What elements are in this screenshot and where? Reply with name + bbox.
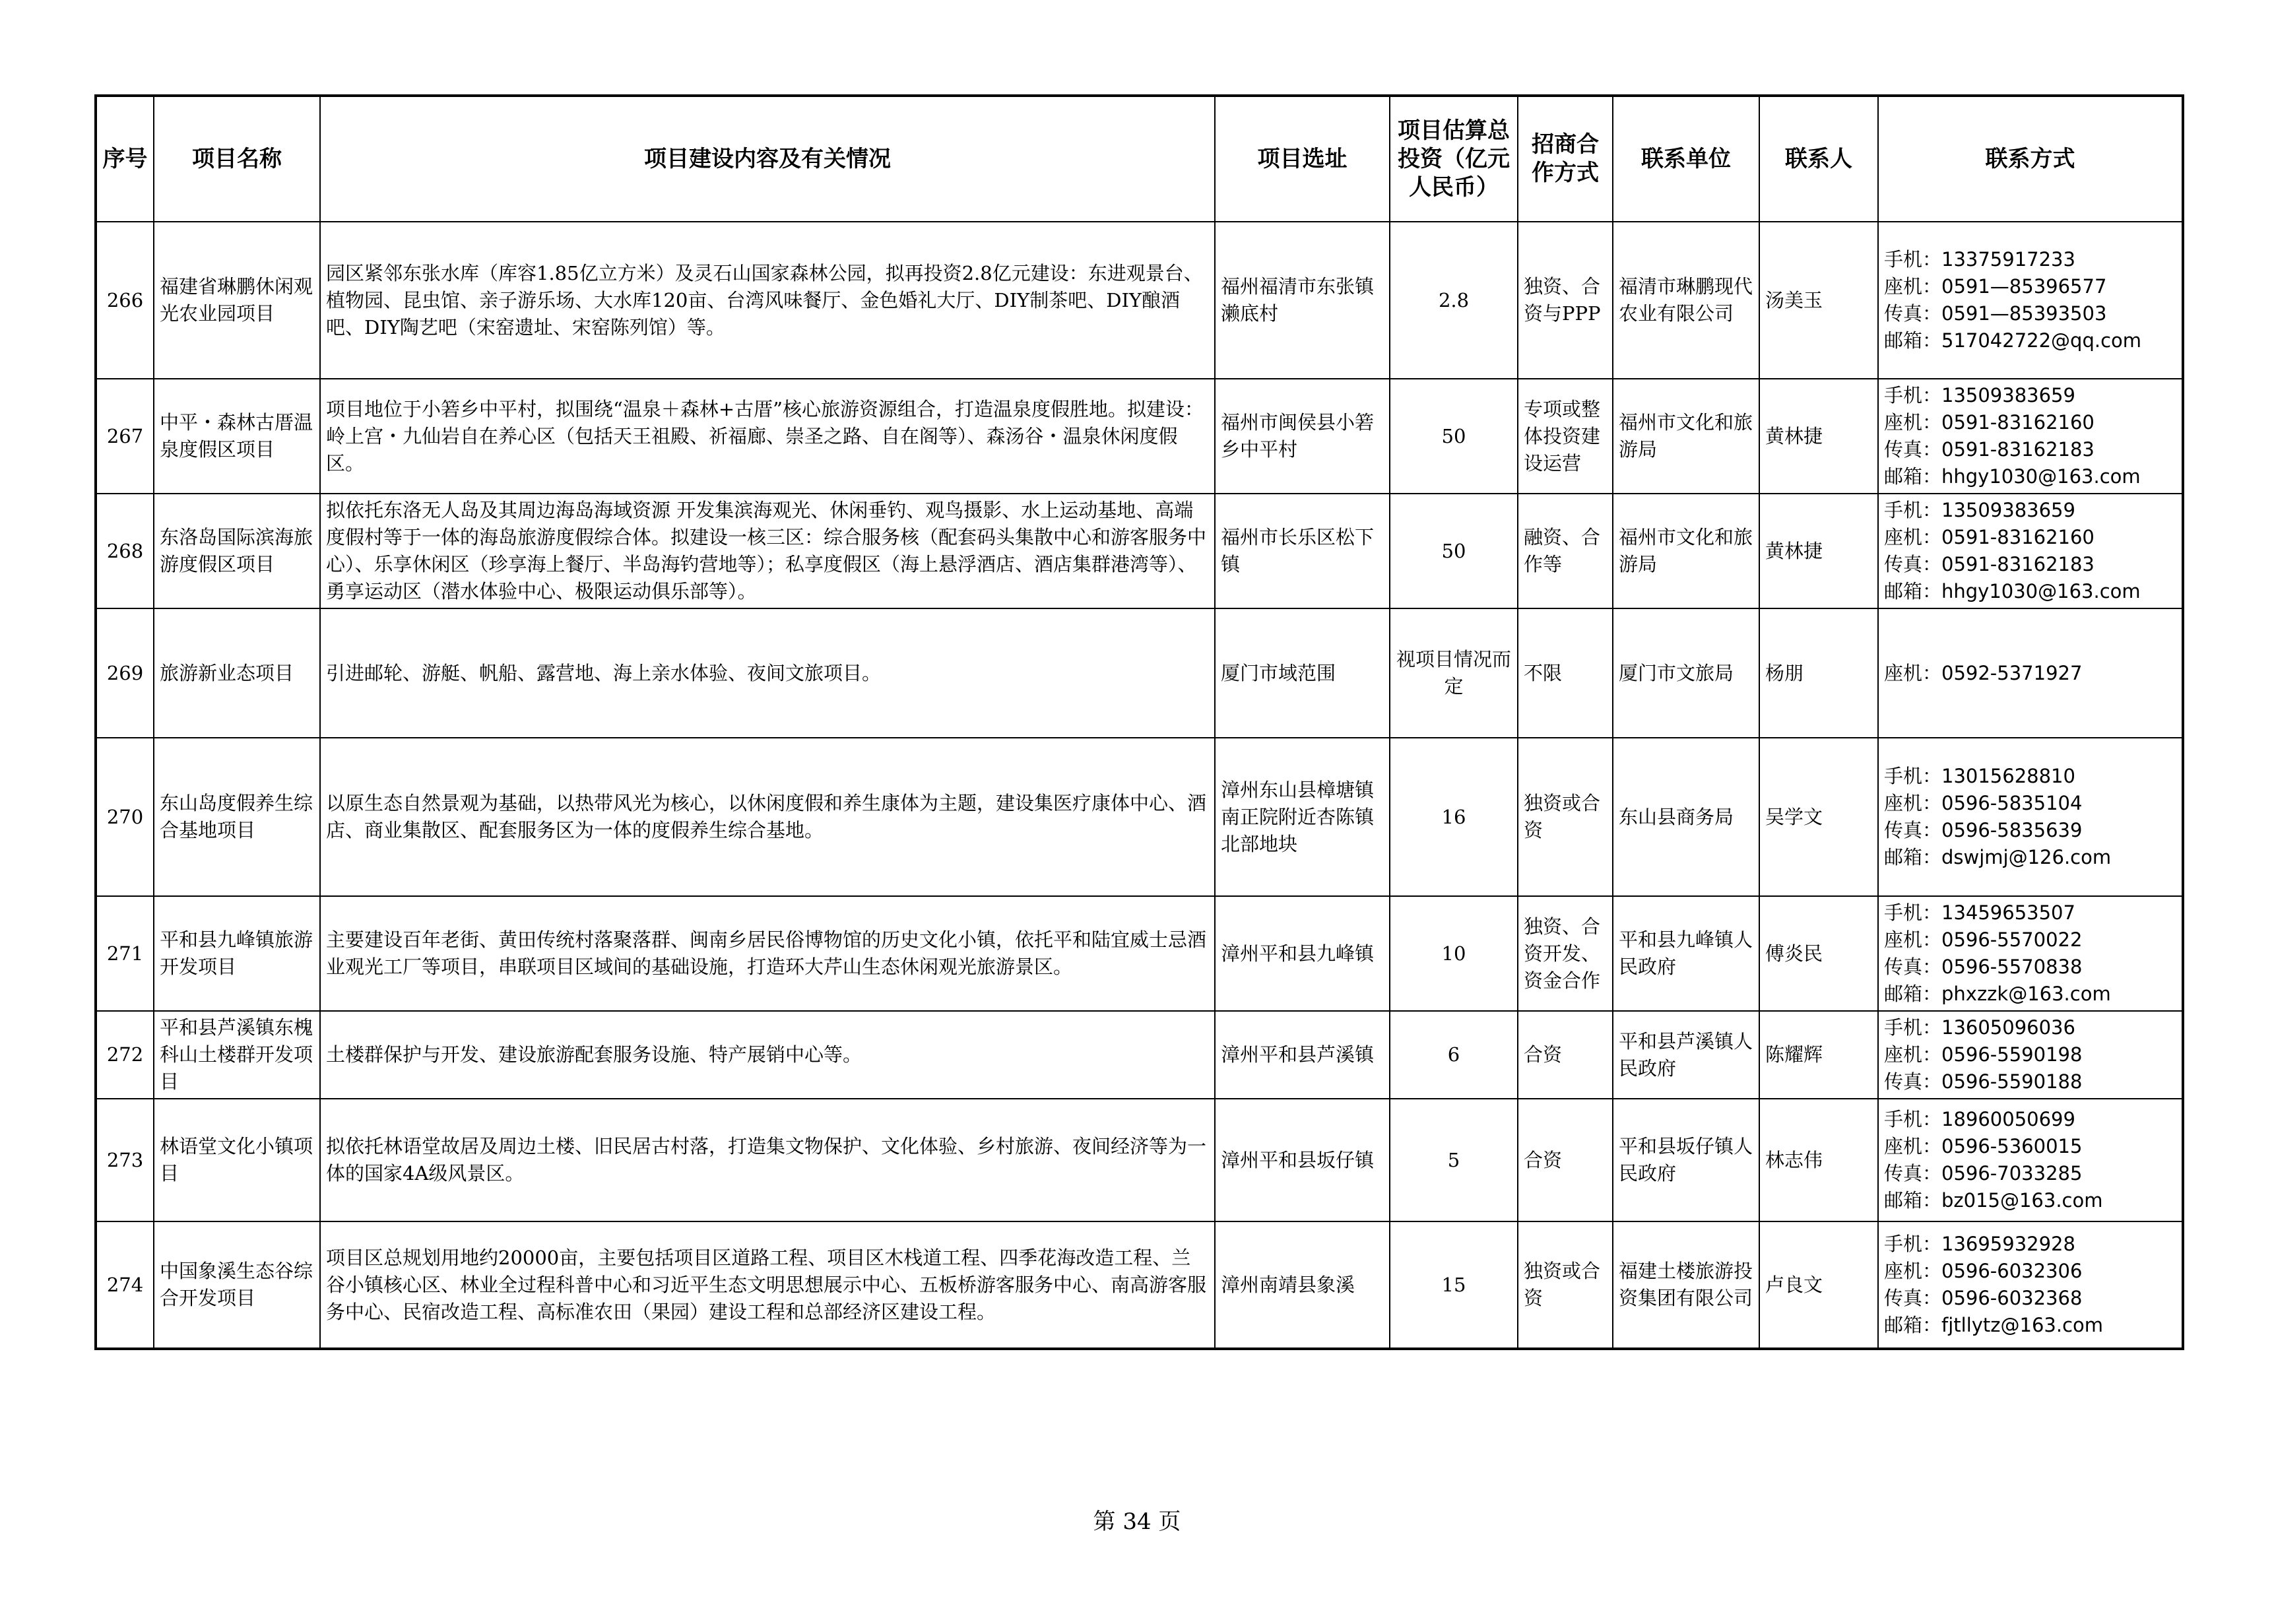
cell-content: 以原生态自然景观为基础，以热带风光为核心，以休闲度假和养生康体为主题，建设集医疗康体中心、酒店、商业集散区、配套服务区为一体的度假养生综合基地。 <box>320 738 1215 896</box>
table-row <box>96 1221 2183 1349</box>
cell-mode: 独资或合资 <box>1518 738 1613 896</box>
cell-person: 卢良文 <box>1759 1221 1878 1349</box>
contact-line: 座机：0591-83162160 <box>1884 526 2095 548</box>
header-name: 项目名称 <box>154 96 320 222</box>
table-row <box>96 222 2183 379</box>
header-content: 项目建设内容及有关情况 <box>320 96 1215 222</box>
contact-line: 传真：0596-6032368 <box>1884 1287 2083 1309</box>
header-contact: 联系方式 <box>1878 96 2183 222</box>
cell-content: 园区紧邻东张水库（库容1.85亿立方米）及灵石山国家森林公园，拟再投资2.8亿元建设：东进观景台、植物园、昆虫馆、亲子游乐场、大水库120亩、台湾风味餐厅、金色婚礼大厅、DIY制茶吧、DIY酿酒吧、DIY陶艺吧（宋窑遗址、宋窑陈列馆）等。 <box>320 222 1215 379</box>
contact-line: 手机：13695932928 <box>1884 1233 2075 1255</box>
cell-seq: 270 <box>96 738 154 896</box>
contact-line: 手机：13509383659 <box>1884 499 2075 521</box>
cell-mode: 合资 <box>1518 1099 1613 1221</box>
contact-line: 邮箱：fjtllytz@163.com <box>1884 1314 2104 1336</box>
header-investment: 项目估算总投资（亿元人民币） <box>1390 96 1518 222</box>
cell-seq: 269 <box>96 608 154 738</box>
cell-name: 东洛岛国际滨海旅游度假区项目 <box>154 494 320 608</box>
contact-line: 传真：0596-5590188 <box>1884 1070 2083 1093</box>
cell-content: 拟依托林语堂故居及周边土楼、旧民居古村落，打造集文物保护、文化体验、乡村旅游、夜间经济等为一体的国家4A级风景区。 <box>320 1099 1215 1221</box>
cell-investment: 2.8 <box>1390 222 1518 379</box>
header-seq: 序号 <box>96 96 154 222</box>
cell-investment: 16 <box>1390 738 1518 896</box>
cell-name: 林语堂文化小镇项目 <box>154 1099 320 1221</box>
cell-content: 引进邮轮、游艇、帆船、露营地、海上亲水体验、夜间文旅项目。 <box>320 608 1215 738</box>
contact-line: 座机：0591—85396577 <box>1884 275 2107 298</box>
contact-line: 传真：0591-83162183 <box>1884 438 2095 461</box>
cell-mode: 独资、合资开发、资金合作 <box>1518 896 1613 1011</box>
cell-content: 项目区总规划用地约20000亩，主要包括项目区道路工程、项目区木栈道工程、四季花海改造工程、兰谷小镇核心区、林业全过程科普中心和习近平生态文明思想展示中心、五板桥游客服务中心、南高游客服务中心、民宿改造工程、高标准农田（果园）建设工程和总部经济区建设工程。 <box>320 1221 1215 1349</box>
cell-contact <box>1878 1099 2183 1221</box>
header-person: 联系人 <box>1759 96 1878 222</box>
contact-line: 邮箱：hhgy1030@163.com <box>1884 465 2141 488</box>
cell-mode: 独资、合资与PPP <box>1518 222 1613 379</box>
cell-investment: 10 <box>1390 896 1518 1011</box>
cell-unit: 平和县坂仔镇人民政府 <box>1613 1099 1759 1221</box>
contact-line: 邮箱：hhgy1030@163.com <box>1884 580 2141 602</box>
contact-line: 传真：0591-83162183 <box>1884 553 2095 575</box>
page-number: 第 34 页 <box>1093 1509 1181 1535</box>
table-row <box>96 379 2183 494</box>
contact-line: 手机：13375917233 <box>1884 248 2075 271</box>
cell-mode: 独资或合资 <box>1518 1221 1613 1349</box>
cell-seq: 268 <box>96 494 154 608</box>
cell-content: 主要建设百年老街、黄田传统村落聚落群、闽南乡居民俗博物馆的历史文化小镇，依托平和陆宜威士忌酒业观光工厂等项目，串联项目区域间的基础设施，打造环大芹山生态休闲观光旅游景区。 <box>320 896 1215 1011</box>
header-unit: 联系单位 <box>1613 96 1759 222</box>
contact-line: 传真：0591—85393503 <box>1884 302 2107 325</box>
contact-line: 座机：0592-5371927 <box>1884 661 2083 684</box>
cell-contact <box>1878 222 2183 379</box>
contact-line: 手机：13459653507 <box>1884 901 2075 924</box>
cell-person: 汤美玉 <box>1759 222 1878 379</box>
cell-location: 漳州东山县樟塘镇南正院附近杏陈镇北部地块 <box>1215 738 1390 896</box>
cell-name: 福建省琳鹏休闲观光农业园项目 <box>154 222 320 379</box>
contact-line: 传真：0596-5570838 <box>1884 956 2083 978</box>
cell-contact <box>1878 896 2183 1011</box>
table-row <box>96 738 2183 896</box>
contact-line: 传真：0596-5835639 <box>1884 819 2083 841</box>
cell-location: 漳州平和县芦溪镇 <box>1215 1011 1390 1099</box>
cell-investment: 50 <box>1390 379 1518 494</box>
cell-mode: 合资 <box>1518 1011 1613 1099</box>
contact-line: 座机：0596-5570022 <box>1884 928 2083 951</box>
cell-content: 拟依托东洛无人岛及其周边海岛海域资源 开发集滨海观光、休闲垂钓、观鸟摄影、水上运动基地、高端度假村等于一体的海岛旅游度假综合体。拟建设一核三区：综合服务核（配套码头集散中心和游客服务中心）、乐享休闲区（珍享海上餐厅、半岛海钓营地等）；私享度假区（海上悬浮酒店、酒店集群港湾等）、勇享运动区（潜水体验中心、极限运动俱乐部等）。 <box>320 494 1215 608</box>
contact-line: 座机：0596-5835104 <box>1884 792 2083 814</box>
cell-location: 福州福清市东张镇濑底村 <box>1215 222 1390 379</box>
cell-person: 傅炎民 <box>1759 896 1878 1011</box>
cell-unit: 福建土楼旅游投资集团有限公司 <box>1613 1221 1759 1349</box>
cell-seq: 267 <box>96 379 154 494</box>
contact-line: 手机：13015628810 <box>1884 765 2075 787</box>
cell-person: 黄林捷 <box>1759 494 1878 608</box>
cell-content: 项目地位于小箬乡中平村，拟围绕“温泉＋森林+古厝”核心旅游资源组合，打造温泉度假胜地。拟建设：岭上宫・九仙岩自在养心区（包括天王祖殿、祈福廊、崇圣之路、自在阁等）、森汤谷・温泉休闲度假区。 <box>320 379 1215 494</box>
contact-line: 邮箱：517042722@qq.com <box>1884 329 2142 352</box>
cell-contact <box>1878 738 2183 896</box>
contact-line: 座机：0596-5590198 <box>1884 1043 2083 1066</box>
header-location: 项目选址 <box>1215 96 1390 222</box>
table-row <box>96 1011 2183 1099</box>
cell-location: 漳州南靖县象溪 <box>1215 1221 1390 1349</box>
table-row <box>96 608 2183 738</box>
contact-line: 邮箱：dswjmj@126.com <box>1884 846 2112 868</box>
cell-unit: 厦门市文旅局 <box>1613 608 1759 738</box>
contact-line: 座机：0591-83162160 <box>1884 411 2095 434</box>
cell-person: 陈耀辉 <box>1759 1011 1878 1099</box>
table-row <box>96 494 2183 608</box>
cell-contact <box>1878 1221 2183 1349</box>
table-body <box>96 222 2183 1349</box>
cell-seq: 274 <box>96 1221 154 1349</box>
cell-investment: 5 <box>1390 1099 1518 1221</box>
cell-name: 中国象溪生态谷综合开发项目 <box>154 1221 320 1349</box>
cell-person: 林志伟 <box>1759 1099 1878 1221</box>
cell-seq: 273 <box>96 1099 154 1221</box>
cell-unit: 平和县芦溪镇人民政府 <box>1613 1011 1759 1099</box>
contact-line: 邮箱：phxzzk@163.com <box>1884 983 2111 1005</box>
cell-contact <box>1878 1011 2183 1099</box>
cell-investment: 15 <box>1390 1221 1518 1349</box>
cell-content: 土楼群保护与开发、建设旅游配套服务设施、特产展销中心等。 <box>320 1011 1215 1099</box>
contact-line: 传真：0596-7033285 <box>1884 1162 2083 1185</box>
contact-line: 手机：13605096036 <box>1884 1016 2075 1039</box>
cell-investment: 视项目情况而定 <box>1390 608 1518 738</box>
header-mode: 招商合作方式 <box>1518 96 1613 222</box>
cell-location: 福州市闽侯县小箬乡中平村 <box>1215 379 1390 494</box>
table-row <box>96 896 2183 1011</box>
cell-investment: 50 <box>1390 494 1518 608</box>
cell-mode: 不限 <box>1518 608 1613 738</box>
contact-line: 手机：18960050699 <box>1884 1108 2075 1130</box>
cell-contact <box>1878 608 2183 738</box>
cell-unit: 东山县商务局 <box>1613 738 1759 896</box>
cell-name: 旅游新业态项目 <box>154 608 320 738</box>
cell-location: 漳州平和县九峰镇 <box>1215 896 1390 1011</box>
cell-location: 福州市长乐区松下镇 <box>1215 494 1390 608</box>
cell-seq: 271 <box>96 896 154 1011</box>
cell-unit: 福州市文化和旅游局 <box>1613 494 1759 608</box>
header-row <box>96 96 2183 222</box>
contact-line: 座机：0596-6032306 <box>1884 1260 2083 1282</box>
table-row <box>96 1099 2183 1221</box>
cell-name: 东山岛度假养生综合基地项目 <box>154 738 320 896</box>
cell-name: 平和县芦溪镇东槐科山土楼群开发项目 <box>154 1011 320 1099</box>
cell-location: 漳州平和县坂仔镇 <box>1215 1099 1390 1221</box>
contact-line: 座机：0596-5360015 <box>1884 1135 2083 1157</box>
cell-investment: 6 <box>1390 1011 1518 1099</box>
cell-person: 杨朋 <box>1759 608 1878 738</box>
contact-line: 手机：13509383659 <box>1884 384 2075 406</box>
cell-mode: 专项或整体投资建设运营 <box>1518 379 1613 494</box>
project-table <box>94 94 2184 1350</box>
cell-name: 平和县九峰镇旅游开发项目 <box>154 896 320 1011</box>
cell-person: 吴学文 <box>1759 738 1878 896</box>
cell-person: 黄林捷 <box>1759 379 1878 494</box>
cell-unit: 平和县九峰镇人民政府 <box>1613 896 1759 1011</box>
cell-unit: 福州市文化和旅游局 <box>1613 379 1759 494</box>
cell-seq: 266 <box>96 222 154 379</box>
cell-location: 厦门市域范围 <box>1215 608 1390 738</box>
contact-line: 邮箱：bz015@163.com <box>1884 1189 2103 1212</box>
cell-contact <box>1878 494 2183 608</box>
cell-contact <box>1878 379 2183 494</box>
cell-name: 中平・森林古厝温泉度假区项目 <box>154 379 320 494</box>
cell-mode: 融资、合作等 <box>1518 494 1613 608</box>
cell-seq: 272 <box>96 1011 154 1099</box>
cell-unit: 福清市琳鹏现代农业有限公司 <box>1613 222 1759 379</box>
